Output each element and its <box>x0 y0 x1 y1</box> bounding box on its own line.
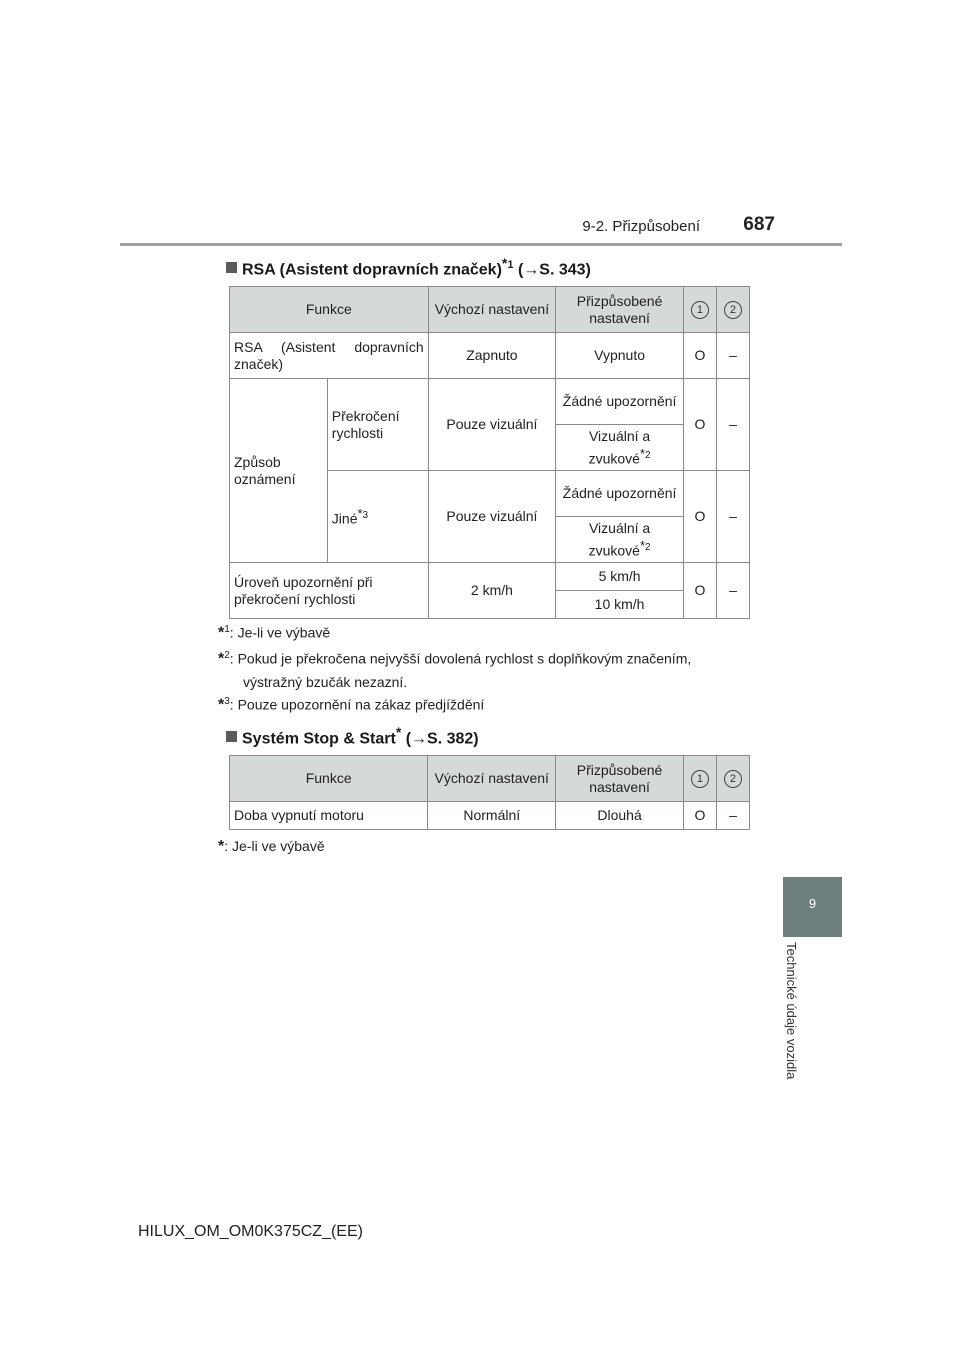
cell-col1: O <box>683 379 716 471</box>
document-code: HILUX_OM_OM0K375CZ_(EE) <box>138 1223 363 1240</box>
header-col1 <box>683 756 716 802</box>
header-default: Výchozí nastavení <box>428 287 556 333</box>
circled-one-icon: 1 <box>691 301 709 319</box>
cell-col2: – <box>716 471 749 563</box>
cell-function: Způsob oznámení <box>230 379 328 563</box>
header-custom: Přizpůsobené nastavení <box>556 287 684 333</box>
footnote-stop-start: *: Je-li ve výbavě <box>218 838 325 855</box>
table-row <box>230 379 750 425</box>
header-default: Výchozí nastavení <box>428 756 556 802</box>
cell-col2: – <box>716 333 749 379</box>
circled-two-icon: 2 <box>724 301 742 319</box>
cell-subfunction: Překročení rychlosti <box>327 379 428 471</box>
cell-custom: Vizuální a zvukové$^{*2}$ <box>556 425 684 471</box>
page-number: 687 <box>743 214 775 235</box>
cell-function: RSA (Asistent dopravních značek) <box>230 333 429 379</box>
cell-custom: Vypnuto <box>556 333 684 379</box>
footnote-2-cont: výstražný bzučák nezazní. <box>243 674 408 690</box>
cell-col2: – <box>716 379 749 471</box>
cell-subfunction: Jiné$^{*3}$ <box>327 471 428 563</box>
cell-custom: Vizuální a zvukové$^{*2}$ <box>556 517 684 563</box>
cell-col1: O <box>683 563 716 619</box>
cell-function: Úroveň upozornění při překročení rychlosti <box>230 563 429 619</box>
footnote-3: *$^3$: Pouze upozornění na zákaz předjíždění <box>218 696 485 714</box>
cell-col1: O <box>683 471 716 563</box>
cell-default: Pouze vizuální <box>428 471 556 563</box>
cell-col1: O <box>683 802 716 830</box>
cell-custom: 5 km/h <box>556 563 684 591</box>
header-custom: Přizpůsobené nastavení <box>556 756 684 802</box>
stop-start-settings-table <box>229 755 750 830</box>
cell-custom: Žádné upozornění <box>556 471 684 517</box>
footnote-2: *$^2$: Pokud je překročena nejvyšší dovolená rychlost s doplňkovým značením, <box>218 650 692 668</box>
cell-custom: 10 km/h <box>556 591 684 619</box>
cell-function: Doba vypnutí motoru <box>230 802 428 830</box>
chapter-number: 9 <box>808 896 817 911</box>
header-col1 <box>683 287 716 333</box>
section-title-stop-start: Systém Stop & Start* (→S. 382) <box>226 724 479 748</box>
cell-default: Normální <box>428 802 556 830</box>
table-row <box>230 802 750 830</box>
square-bullet-icon <box>226 731 237 742</box>
section-heading: 9-2. Přizpůsobení <box>582 218 700 235</box>
square-bullet-icon <box>226 262 237 273</box>
cell-default: 2 km/h <box>428 563 556 619</box>
cell-custom: Dlouhá <box>556 802 684 830</box>
circled-two-icon: 2 <box>724 770 742 788</box>
table-row <box>230 333 750 379</box>
circled-one-icon: 1 <box>691 770 709 788</box>
header-col2 <box>716 287 749 333</box>
header-function: Funkce <box>230 756 428 802</box>
rsa-settings-table <box>229 286 750 619</box>
cell-col1: O <box>683 333 716 379</box>
header-rule <box>120 243 842 246</box>
table-row <box>230 563 750 591</box>
cell-default: Zapnuto <box>428 333 556 379</box>
cell-default: Pouze vizuální <box>428 379 556 471</box>
cell-col2: – <box>716 802 749 830</box>
cell-col2: – <box>716 563 749 619</box>
footnote-1: *$^1$: Je-li ve výbavě <box>218 624 331 642</box>
chapter-label: Technické údaje vozidla <box>784 942 799 1080</box>
header-function: Funkce <box>230 287 429 333</box>
cell-custom: Žádné upozornění <box>556 379 684 425</box>
table-header-row <box>230 287 750 333</box>
header-col2 <box>716 756 749 802</box>
table-header-row <box>230 756 750 802</box>
section-title-rsa: RSA (Asistent dopravních značek)$^{*1}$ (→S. 343) <box>226 255 591 279</box>
